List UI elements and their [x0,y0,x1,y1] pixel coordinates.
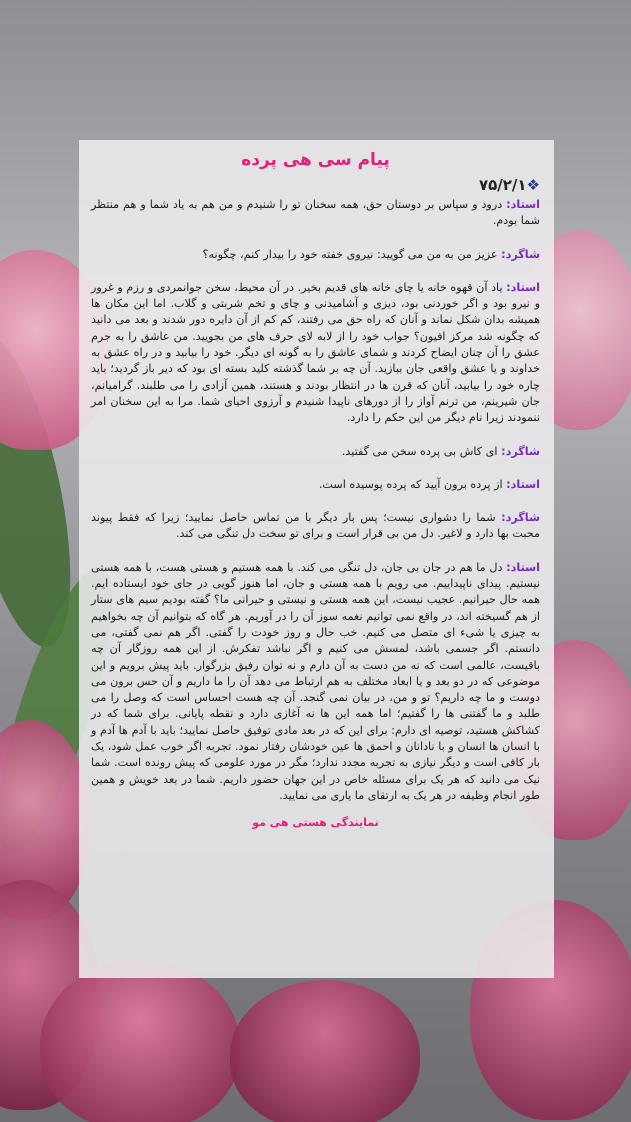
tulip [40,960,240,1122]
dialogue-paragraph [91,444,540,460]
dialogue-paragraph [91,510,540,543]
dialogue-paragraph [91,247,540,263]
dialogue-text: ای کاش بی پرده سخن می گفتید. [341,444,502,458]
dialogue-text: از پرده برون آیید که پرده پوسیده است. [318,477,507,491]
tulip [230,980,420,1122]
dialogue-paragraph [91,477,540,493]
speaker-label: شاگرد: [501,444,540,458]
dialogue-paragraph [91,280,540,427]
speaker-label: استاد: [506,560,540,574]
dialogue-text: دل ما هم در جان بی جان، دل تنگی می کند. با همه هستیم و هستی هست، با همه هستی نیستیم. پیدای ناپیداییم. می رویم با همه هستی و جان، اما هنوز گویی در جای خود ایستاده ایم. همه حال حیرانیم. عجیب نیست، این همه هستی و نیستی و حیرانی ما؟ گفته بودیم سیم های ستار از هم گسیخته اند، در واقع نمی توانیم نغمه سوز آن را در آوریم. هر گاه که بتوانیم آن چه بخواهیم به چیزی یا شیء ای متصل می کنیم. خب حال و روز خودت را گفتی. اگر هم نمی گفتی، می دانستم. اگر جسمی باشد، لمسش می کنیم و اگر نباشد تفکرش. از این همه روزگار آن چه باقیست، عالمی است که نه من دست به آن دارم و نه توان رفیق بزرگوار. باید پیش برویم و این موضوعی که در دو بعد و یا ابعاد مختلف به هم ارتباط می دهد آن را ما داریم و آن حس برون می دوست و ما چه داریم؟ تو و من، در بیان نمی گنجد. آن چه هست احساس است که وصل را می طلبد و ما گفتنی ها را گفتیم؛ اما همه این ها نه آغازی دارد و نقطه پایانی. برای شما که در کشاکش هستید، توصیه ای دارم: برای این که در بعد مادی توفیق حاصل نمایید؛ باید با آدم ها آدم و با انسان ها انسان و با نادانان و احمق ها عین خودشان رفتار نمود. تجربه اگر خوب عمل شود، یک بار کافی است و دیگر نیازی به تجربه مجدد ندارد؛ مگر در مورد علومی که پیش رونده است. شما نیک می دانید که هر یک برای مسئله خاص در این جهان حضور داریم. شما در بعد خویش و همین طور انجام وظیفه در هر یک به ارتقای ما یاری می نمایید. [91,560,540,802]
message-card [79,140,554,978]
date-value: ۷۵/۲/۱ [478,176,527,194]
speaker-label: استاد: [506,280,540,294]
message-date [91,176,540,195]
speaker-label: شاگرد: [501,247,540,261]
speaker-label: شاگرد: [501,511,540,525]
diamond-icon: ❖ [526,176,540,194]
dialogue-text: یاد آن قهوه خانه یا چای خانه های قدیم بخیر. در آن محیط، سخن جوانمردی و رزم و غرور و نیرو بود و اگر خوردنی بود، دیزی و آشامیدنی و چای و تخم شربتی و گلاب. اما این مکان ها همیشه بدان شکل نماند و آنان که راه حق می رفتند، کم کم از آن دایره دور شدند و بعد می دانید که چگونه شد مرکز افیون؟ جواب خود را از لابه لای حرف های من بجویید. من عاشق را به جرم عشق را آن چنان ایضاح کردند و شمای عاشق را به گونه ای دیگر. خود را بیابید و در راه عشق به خداوند و یا عشق واقعی جان ببازید. آن چه بر شما گذشته کلید بسته ای بود که دیر باز گردید؛ باید چاره خود را بیابید، آنان که قرن ها در انتظار بودند و هستند، همین آزادی را می طلبند. گرامیانم، جان شیرینم، من ترنم آواز را از دورهای ناپیدا شنیدم و آرزوی احیای شما. مرا به این سخنان امر ننمودند زیرا نام دیگر من این حکم را دارد. [91,280,540,425]
dialogue-text: شما را دشواری نیست؛ پس بار دیگر با من تماس حاصل نمایید؛ زیرا که فقط پیوند محبت بها دارد و لاغیر. دل من بی قرار است و برای تو سخت دل تنگی می کند. [91,511,540,541]
speaker-label: استاد: [506,198,540,211]
dialogue-paragraph [91,560,540,804]
footer-signature: نمایندگی هستی هی مو [252,816,379,830]
dialogue-text: عزیز من به من می گویید: نیروی خفته خود را بیدار کنم، چگونه؟ [202,247,502,261]
page-title: پیام سی هی پرده [241,150,390,170]
dialogue-text: درود و سپاس بر دوستان حق، همه سخنان تو را شنیدم و من هم به یاد شما و هم منتظر شما بودم. [91,198,540,228]
speaker-label: استاد: [506,477,540,491]
dialogue-paragraph [91,197,540,230]
